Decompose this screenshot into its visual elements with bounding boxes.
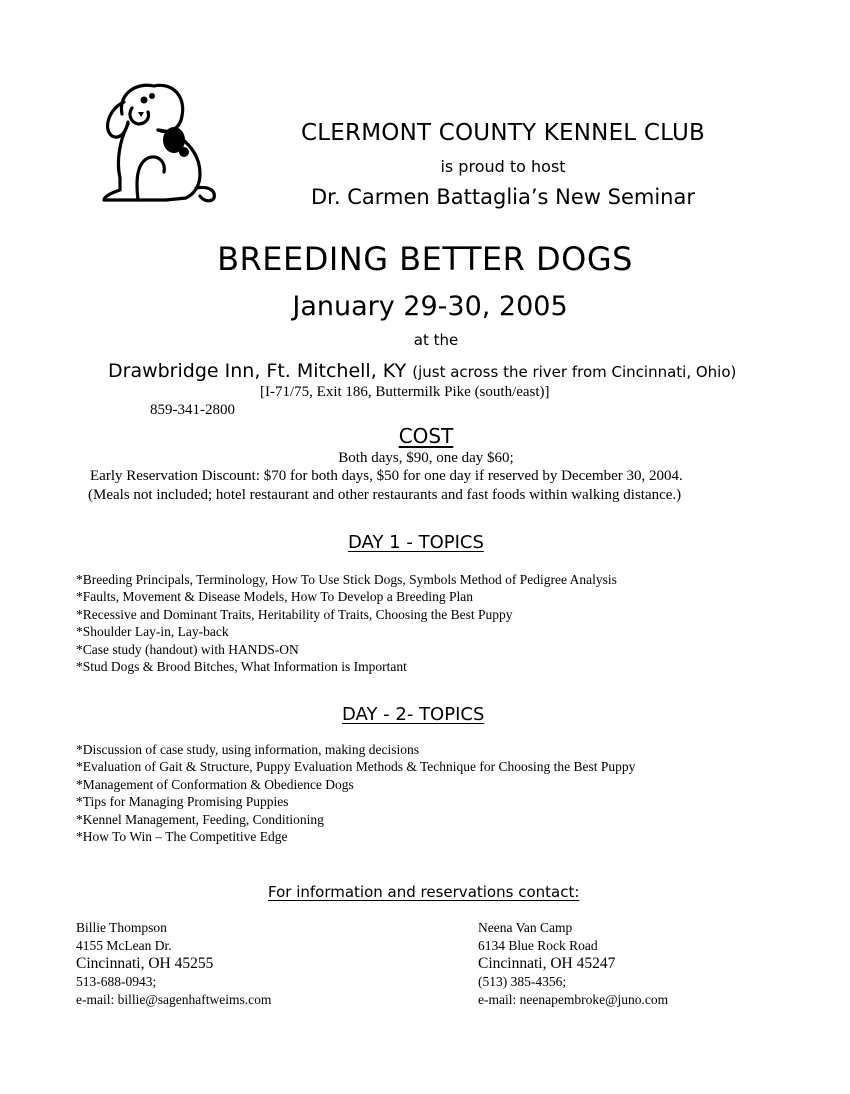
- host-line: is proud to host: [440, 157, 566, 176]
- venue-note: (just across the river from Cincinnati, Ohio): [412, 363, 737, 381]
- list-item: *Management of Conformation & Obedience Dogs: [76, 776, 354, 792]
- event-title: BREEDING BETTER DOGS: [217, 240, 633, 278]
- contact-left: [76, 919, 271, 1009]
- contact-phone: 513-688-0943;: [76, 974, 157, 989]
- day1-heading: DAY 1 - TOPICS: [348, 532, 484, 553]
- venue: [108, 360, 736, 382]
- cartoon-dog-icon: [92, 78, 222, 208]
- contact-street: 6134 Blue Rock Road: [478, 938, 598, 953]
- cost-line: Early Reservation Discount: $70 for both days, $50 for one day if reserved by December 30, 2004.: [90, 468, 683, 484]
- list-item: *Evaluation of Gait & Structure, Puppy Evaluation Methods & Technique for Choosing the Best Puppy: [76, 759, 636, 775]
- day2-heading: DAY - 2- TOPICS: [342, 704, 485, 725]
- venue-phone: 859-341-2800: [150, 402, 235, 418]
- cost-line: Both days, $90, one day $60;: [338, 450, 514, 466]
- day1-topics-list: [76, 571, 617, 675]
- list-item: *Discussion of case study, using information, making decisions: [76, 742, 419, 757]
- contact-phone: (513) 385-4356;: [478, 974, 567, 989]
- list-item: *How To Win – The Competitive Edge: [76, 829, 288, 845]
- list-item: *Shoulder Lay-in, Lay-back: [76, 624, 229, 640]
- contact-right: [478, 919, 668, 1009]
- contact-name: Billie Thompson: [76, 920, 167, 935]
- contact-heading: For information and reservations contact:: [268, 883, 580, 901]
- day2-topics-list: [76, 741, 635, 845]
- contact-email: e-mail: billie@sagenhaftweims.com: [76, 992, 272, 1007]
- venue-name: Drawbridge Inn, Ft. Mitchell, KY: [108, 360, 407, 382]
- contact-city: Cincinnati, OH 45255: [76, 955, 214, 972]
- list-item: *Recessive and Dominant Traits, Heritability of Traits, Choosing the Best Puppy: [76, 606, 513, 622]
- list-item: *Stud Dogs & Brood Bitches, What Information is Important: [76, 659, 407, 675]
- venue-directions: [I-71/75, Exit 186, Buttermilk Pike (south/east)]: [260, 384, 550, 400]
- contact-street: 4155 McLean Dr.: [76, 938, 172, 953]
- contact-name: Neena Van Camp: [478, 920, 573, 935]
- contact-city: Cincinnati, OH 45247: [478, 955, 616, 972]
- cost-heading: [0, 424, 850, 448]
- contact-email: e-mail: neenapembroke@juno.com: [478, 992, 669, 1007]
- event-dates: January 29-30, 2005: [292, 291, 568, 322]
- list-item: *Tips for Managing Promising Puppies: [76, 794, 289, 810]
- seminar-title: Dr. Carmen Battaglia’s New Seminar: [311, 185, 695, 209]
- list-item: *Case study (handout) with HANDS-ON: [76, 641, 299, 657]
- cost-heading-text: COST: [398, 424, 454, 448]
- cost-line: (Meals not included; hotel restaurant and other restaurants and fast foods within walking distance.): [88, 487, 682, 503]
- list-item: *Faults, Movement & Disease Models, How To Develop a Breeding Plan: [76, 589, 473, 605]
- list-item: *Breeding Principals, Terminology, How To Use Stick Dogs, Symbols Method of Pedigree Analysis: [76, 572, 617, 587]
- club-name: CLERMONT COUNTY KENNEL CLUB: [301, 120, 705, 146]
- at-the-label: at the: [413, 331, 459, 349]
- list-item: *Kennel Management, Feeding, Conditioning: [76, 811, 324, 827]
